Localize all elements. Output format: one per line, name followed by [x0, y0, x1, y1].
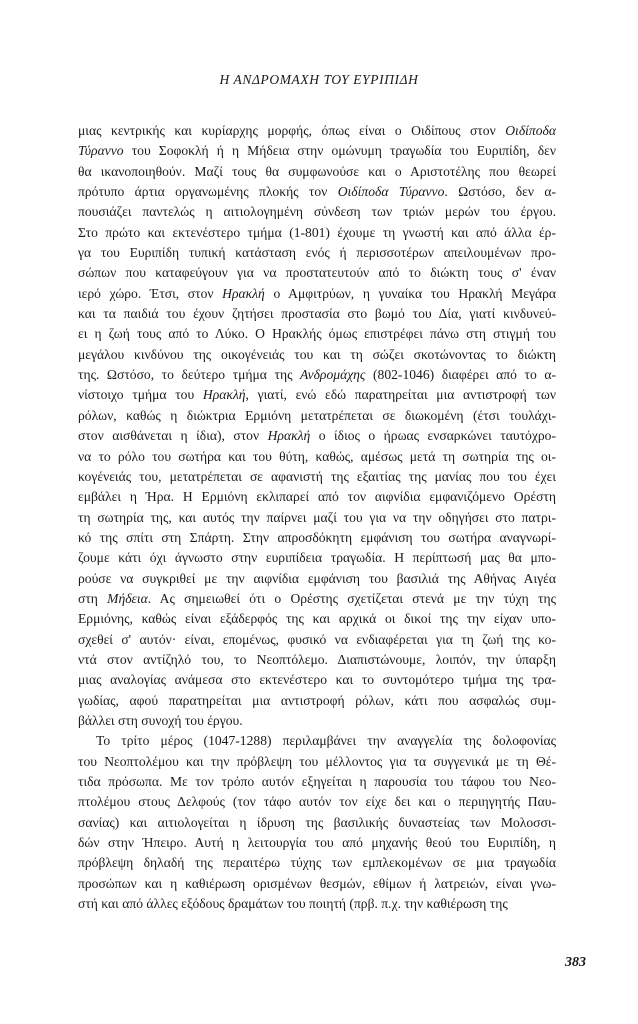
- text-line: ει η ζωή τους από το Λύκο. Ο Ηρακλής όμως επιστρέφει πάνω στη στιγμή του: [78, 326, 556, 342]
- text-line: εμβάλει η Ήρα. Η Ερμιόνη εκλιπαρεί από τον αιφνίδια εμφανιζόμενο Ορέστη: [78, 489, 556, 505]
- text-line: μεγάλου κινδύνου της οικογένειάς του και τη σώζει σκοτώνοντας το διώκτη: [78, 346, 556, 362]
- text-line: κογένειάς του, μετατρέπεται σε αφανιστή της εξαιτίας της μανίας που του έχει: [78, 468, 556, 484]
- text-line: ζουμε κάτι όχι άγνωστο στην ευριπίδεια τραγωδία. Η περίπτωσή μας θα μπο-: [78, 550, 556, 566]
- text-line: θα ικανοποιηθούν. Μαζί τους θα συμφωνούσε και ο Αριστοτέλης που θεωρεί: [78, 163, 556, 179]
- text-line: μιας κεντρικής και κυρίαρχης μορφής, όπως είναι ο Οιδίπους στον Οιδίποδα: [78, 123, 556, 138]
- text-line: νίστοιχο τμήμα του Ηρακλή, γιατί, ενώ εδώ παρατηρείται μια αντιστροφή των: [78, 387, 556, 403]
- text-line: Ερμιόνης, καθώς είναι εξάδερφός της και αρχικά οι δικοί της την είχαν υπο-: [78, 611, 556, 627]
- text-line: μιας αναλογίας ανάμεσα στο εκτενέστερο και το συντομότερο τμήμα της τρα-: [78, 672, 556, 688]
- page-number: 383: [565, 955, 586, 970]
- text-line: ντά στον αντίζηλό του, το Νεοπτόλεμο. Διαπιστώνουμε, λοιπόν, την ύπαρξη: [78, 651, 556, 667]
- text-line: Το τρίτο μέρος (1047-1288) περιλαμβάνει την αναγγελία της δολοφονίας: [96, 733, 556, 749]
- text-line: πρότυπο άρτια οργανωμένης πλοκής τον Οιδίποδα Τύραννο. Ωστόσο, δεν α-: [78, 184, 556, 200]
- text-line: τη σωτηρία της, και αυτός την παίρνει μαζί του για να την οδηγήσει στο πατρι-: [78, 509, 556, 525]
- text-line: κό της σπίτι στη Σπάρτη. Στην απροσδόκητη εμφάνιση του σωτήρα αναγνωρί-: [78, 529, 556, 545]
- text-line: του Νεοπτολέμου και την πρόβλεψη του μέλλοντος για τα συγγενικά με τη Θέ-: [78, 753, 556, 769]
- running-head: Η ΑΝΔΡΟΜΑΧΗ ΤΟΥ ΕΥΡΙΠΙΔΗ: [219, 72, 419, 87]
- text-line: της. Ωστόσο, το δεύτερο τμήμα της Ανδρομάχης (802-1046) διαφέρει από το α-: [78, 367, 556, 383]
- text-line: να το ρόλο του σωτήρα και του θύτη, καθώς, αμέσως μετά τη σωτηρία της οι-: [78, 448, 556, 464]
- text-line: σχεθεί σ' αυτόν· είναι, επομένως, φυσικό να ενδιαφέρεται για τη ζωή της κο-: [78, 631, 556, 647]
- text-line: σώπων που καταφεύγουν για να προστατευτούν από το διώκτη τους σ' έναν: [78, 265, 556, 281]
- text-line: Στο πρώτο και εκτενέστερο τμήμα (1-801) έχουμε τη γνωστή και από άλλα έρ-: [78, 224, 556, 240]
- text-line: στον αισθάνεται η ίδια), στον Ηρακλή ο ίδιος ο ήρωας ενσαρκώνει ταυτόχρο-: [78, 428, 556, 444]
- paragraph: [78, 121, 556, 731]
- text-line: στή και από άλλες εξόδους δραμάτων του ποιητή (πρβ. π.χ. την καθιέρωση της: [78, 896, 508, 912]
- text-line: προσώπων και η καθιέρωση ορισμένων θεσμών, εθίμων ή λατρειών, είναι γνω-: [78, 875, 556, 891]
- text-line: ρούσε να συγκριθεί με την αιφνίδια εμφάνιση του βασιλιά της Αθήνας Αιγέα: [78, 570, 556, 586]
- text-line: στη Μήδεια. Ας σημειωθεί ότι ο Ορέστης σχετίζεται στενά με την τύχη της: [78, 590, 556, 606]
- paragraph: [78, 731, 556, 914]
- text-line: γωδίας, αφού παρατηρείται μια αντιστροφή ρόλων, κάτι που ασφαλώς συμ-: [78, 692, 556, 708]
- text-line: δών στην Ήπειρο. Αυτή η λειτουργία του από μηχανής θεού του Ευριπίδη, η: [78, 835, 556, 851]
- text-line: γα του Ευριπίδη τυπική κατάσταση ενός ή περισσοτέρων απειλουμένων προ-: [78, 245, 556, 261]
- text-line: ρόλων, καθώς η διώκτρια Ερμιόνη μετατρέπεται σε διωκομένη (έτσι τουλάχι-: [78, 407, 556, 423]
- text-line: βάλλει στη συνοχή του έργου.: [78, 712, 243, 728]
- text-line: σανίας) και αιτιολογείται η ίδρυση της βασιλικής δυναστείας των Μολοσσι-: [78, 814, 556, 830]
- text-line: πουσιάζει παντελώς η αιτιολογημένη σύνδεση των τριών μερών του έργου.: [78, 204, 556, 220]
- text-line: ιερό χώρο. Έτσι, στον Ηρακλή ο Αμφιτρύων, η γυναίκα του Ηρακλή Μεγάρα: [78, 285, 556, 301]
- text-line: Τύραννο του Σοφοκλή ή η Μήδεια στην ομώνυμη τραγωδία του Ευριπίδη, δεν: [78, 143, 556, 159]
- text-line: και τα παιδιά του έχουν ζητήσει προστασία στο βωμό του Δία, γιατί κινδυνεύ-: [78, 306, 556, 322]
- text-line: τιδα πρόσωπα. Με τον τρόπο αυτόν εξηγείται η παρουσία του τάφου του Νεο-: [78, 774, 556, 789]
- text-line: πτολέμου στους Δελφούς (τον τάφο αυτόν τον είχε δει και ο περιηγητής Παυ-: [78, 794, 556, 810]
- text-line: πρόβλεψη δηλαδή της περαιτέρω τύχης των εμπλεκομένων σε μια τραγωδία: [78, 855, 556, 871]
- body-text: [78, 121, 556, 914]
